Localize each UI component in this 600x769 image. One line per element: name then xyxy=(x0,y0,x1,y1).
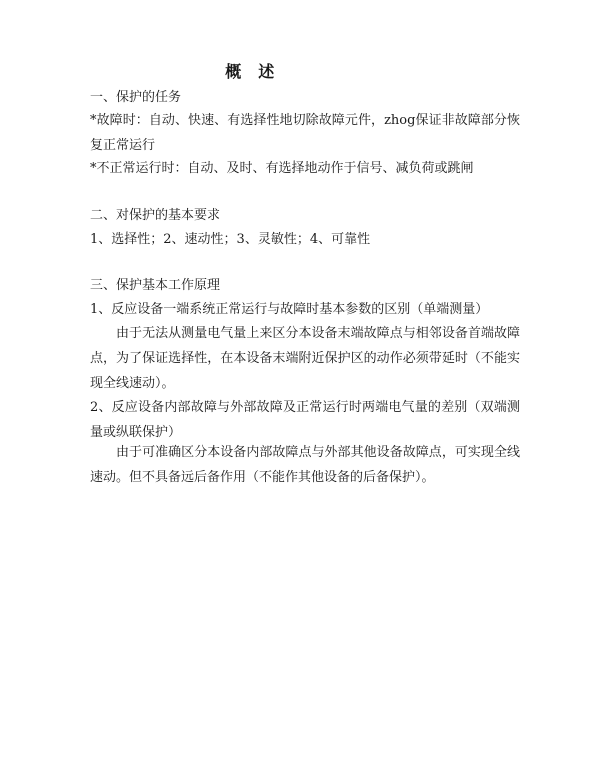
section-3-heading: 三、保护基本工作原理 xyxy=(90,278,221,293)
section-2-body: 1、选择性；2、速动性；3、灵敏性；4、可靠性 xyxy=(90,232,371,247)
document-title: 概 述 xyxy=(225,62,275,81)
section-3-item-2-body: 由于可准确区分本设备内部故障点与外部其他设备故障点，可实现全线速动。但不具备远后备作用（不能作其他设备的后备保护）。 xyxy=(90,445,520,485)
section-1-item-2: *不正常运行时：自动、及时、有选择地动作于信号、减负荷或跳闸 xyxy=(90,161,474,176)
section-1-item-1: *故障时：自动、快速、有选择性地切除故障元件，zhog保证非故障部分恢复正常运行 xyxy=(90,113,520,153)
section-3-item-1-heading: 1、反应设备一端系统正常运行与故障时基本参数的区别（单端测量） xyxy=(90,302,489,317)
section-1-heading: 一、保护的任务 xyxy=(90,90,182,105)
section-2-heading: 二、对保护的基本要求 xyxy=(90,208,221,223)
section-3-item-1-body: 由于无法从测量电气量上来区分本设备末端故障点与相邻设备首端故障点，为了保证选择性，在本设备末端附近保护区的动作必须带延时（不能实现全线速动）。 xyxy=(90,326,520,391)
section-3-item-2-heading: 2、反应设备内部故障与外部故障及正常运行时两端电气量的差别（双端测量或纵联保护） xyxy=(90,400,520,440)
